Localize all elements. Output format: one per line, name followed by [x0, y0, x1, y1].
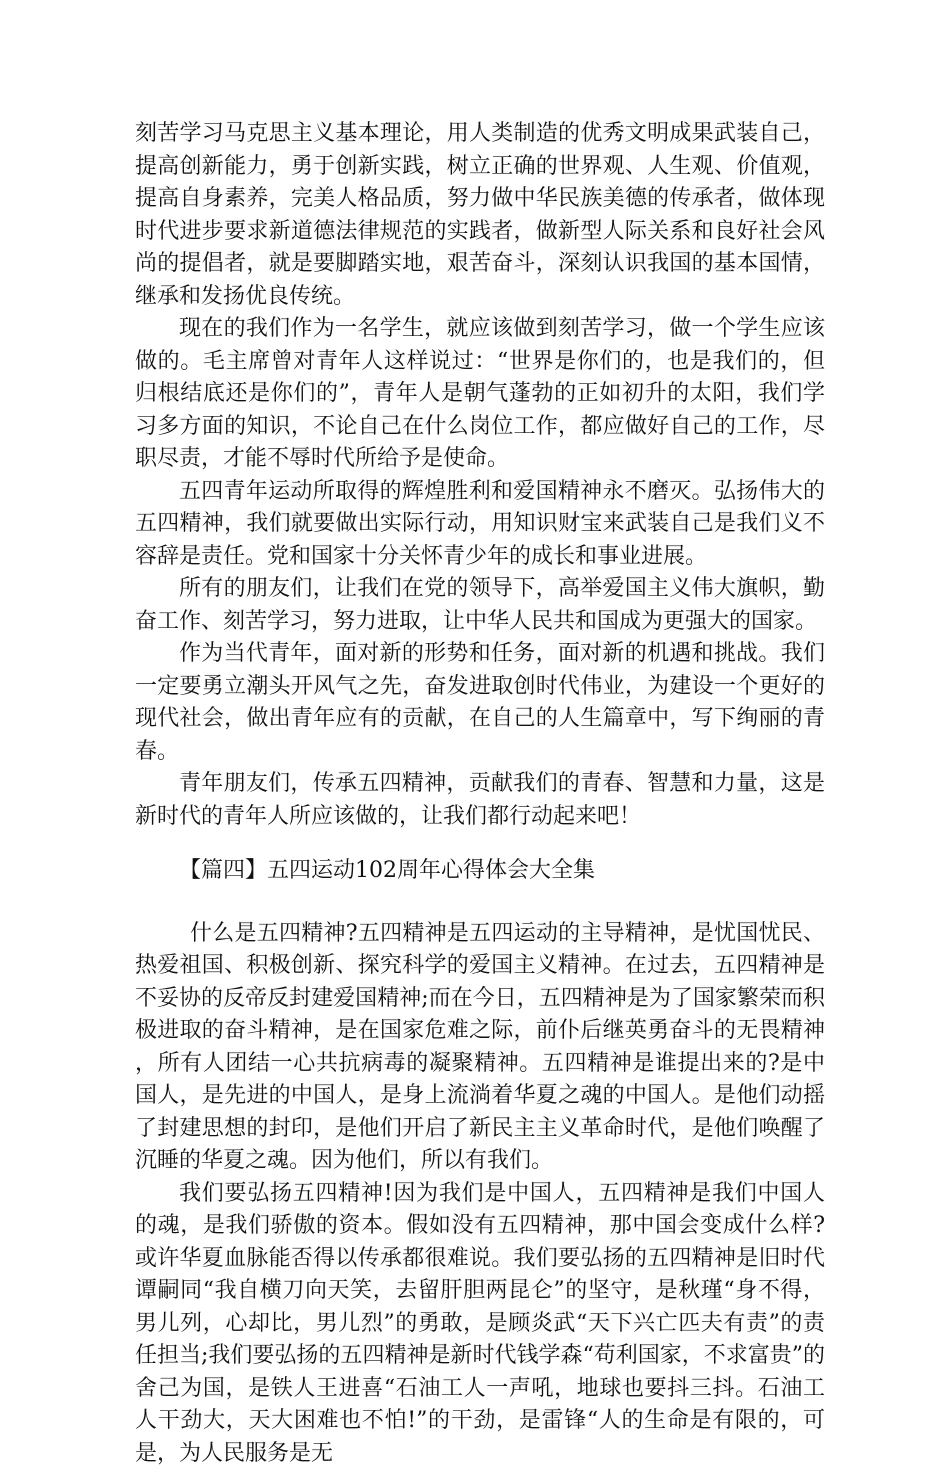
- paragraph-8: 我们要弘扬五四精神!因为我们是中国人，五四精神是我们中国人的魂，是我们骄傲的资本。假如没有五四精神，那中国会变成什么样?或许华夏血脉能否得以传承都很难说。我们要弘扬的五四精神是旧时代谭嗣同“我自横刀向天笑，去留肝胆两昆仑”的坚守，是秋瑾“身不得，男儿列，心却比，男儿烈”的勇敢，是顾炎武“天下兴亡匹夫有责”的责任担当;我们要弘扬的五四精神是新时代钱学森“苟利国家，不求富贵”的舍己为国，是铁人王进喜“石油工人一声吼，地球也要抖三抖。石油工人干劲大，天大困难也不怕!”的干劲，是雷锋“人的生命是有限的，可是，为人民服务是无: [135, 1178, 825, 1470]
- paragraph-5: 作为当代青年，面对新的形势和任务，面对新的机遇和挑战。我们一定要勇立潮头开风气之先，奋发进取创时代伟业，为建设一个更好的现代社会，做出青年应有的贡献，在自己的人生篇章中，写下绚丽的青春。: [135, 638, 825, 768]
- paragraph-7: 什么是五四精神?五四精神是五四运动的主导精神，是忧国忧民、热爱祖国、积极创新、探究科学的爱国主义精神。在过去，五四精神是不妥协的反帝反封建爱国精神;而在今日，五四精神是为了国家繁荣而积极进取的奋斗精神，是在国家危难之际，前仆后继英勇奋斗的无畏精神，所有人团结一心共抗病毒的凝聚精神。五四精神是谁提出来的?是中国人，是先进的中国人，是身上流淌着华夏之魂的中国人。是他们动摇了封建思想的封印，是他们开启了新民主主义革命时代，是他们唤醒了沉睡的华夏之魂。因为他们，所以有我们。: [135, 918, 825, 1178]
- paragraph-6: 青年朋友们，传承五四精神，贡献我们的青春、智慧和力量，这是新时代的青年人所应该做的，让我们都行动起来吧！: [135, 768, 825, 833]
- paragraph-1: 刻苦学习马克思主义基本理论，用人类制造的优秀文明成果武装自己，提高创新能力，勇于创新实践，树立正确的世界观、人生观、价值观，提高自身素养，完美人格品质，努力做中华民族美德的传承者，做体现时代进步要求新道德法律规范的实践者，做新型人际关系和良好社会风尚的提倡者，就是要脚踏实地，艰苦奋斗，深刻认识我国的基本国情，继承和发扬优良传统。: [135, 118, 825, 313]
- section-title: 【篇四】五四运动102周年心得体会大全集: [135, 855, 825, 888]
- paragraph-4: 所有的朋友们，让我们在党的领导下，高举爱国主义伟大旗帜，勤奋工作、刻苦学习，努力进取，让中华人民共和国成为更强大的国家。: [135, 573, 825, 638]
- document-body: [135, 118, 825, 1470]
- paragraph-2: 现在的我们作为一名学生，就应该做到刻苦学习，做一个学生应该做的。毛主席曾对青年人这样说过：“世界是你们的，也是我们的，但归根结底还是你们的”，青年人是朝气蓬勃的正如初升的太阳，我们学习多方面的知识，不论自己在什么岗位工作，都应做好自己的工作，尽职尽责，才能不辱时代所给予是使命。: [135, 313, 825, 476]
- paragraph-3: 五四青年运动所取得的辉煌胜利和爱国精神永不磨灭。弘扬伟大的五四精神，我们就要做出实际行动，用知识财宝来武装自己是我们义不容辞是责任。党和国家十分关怀青少年的成长和事业进展。: [135, 476, 825, 574]
